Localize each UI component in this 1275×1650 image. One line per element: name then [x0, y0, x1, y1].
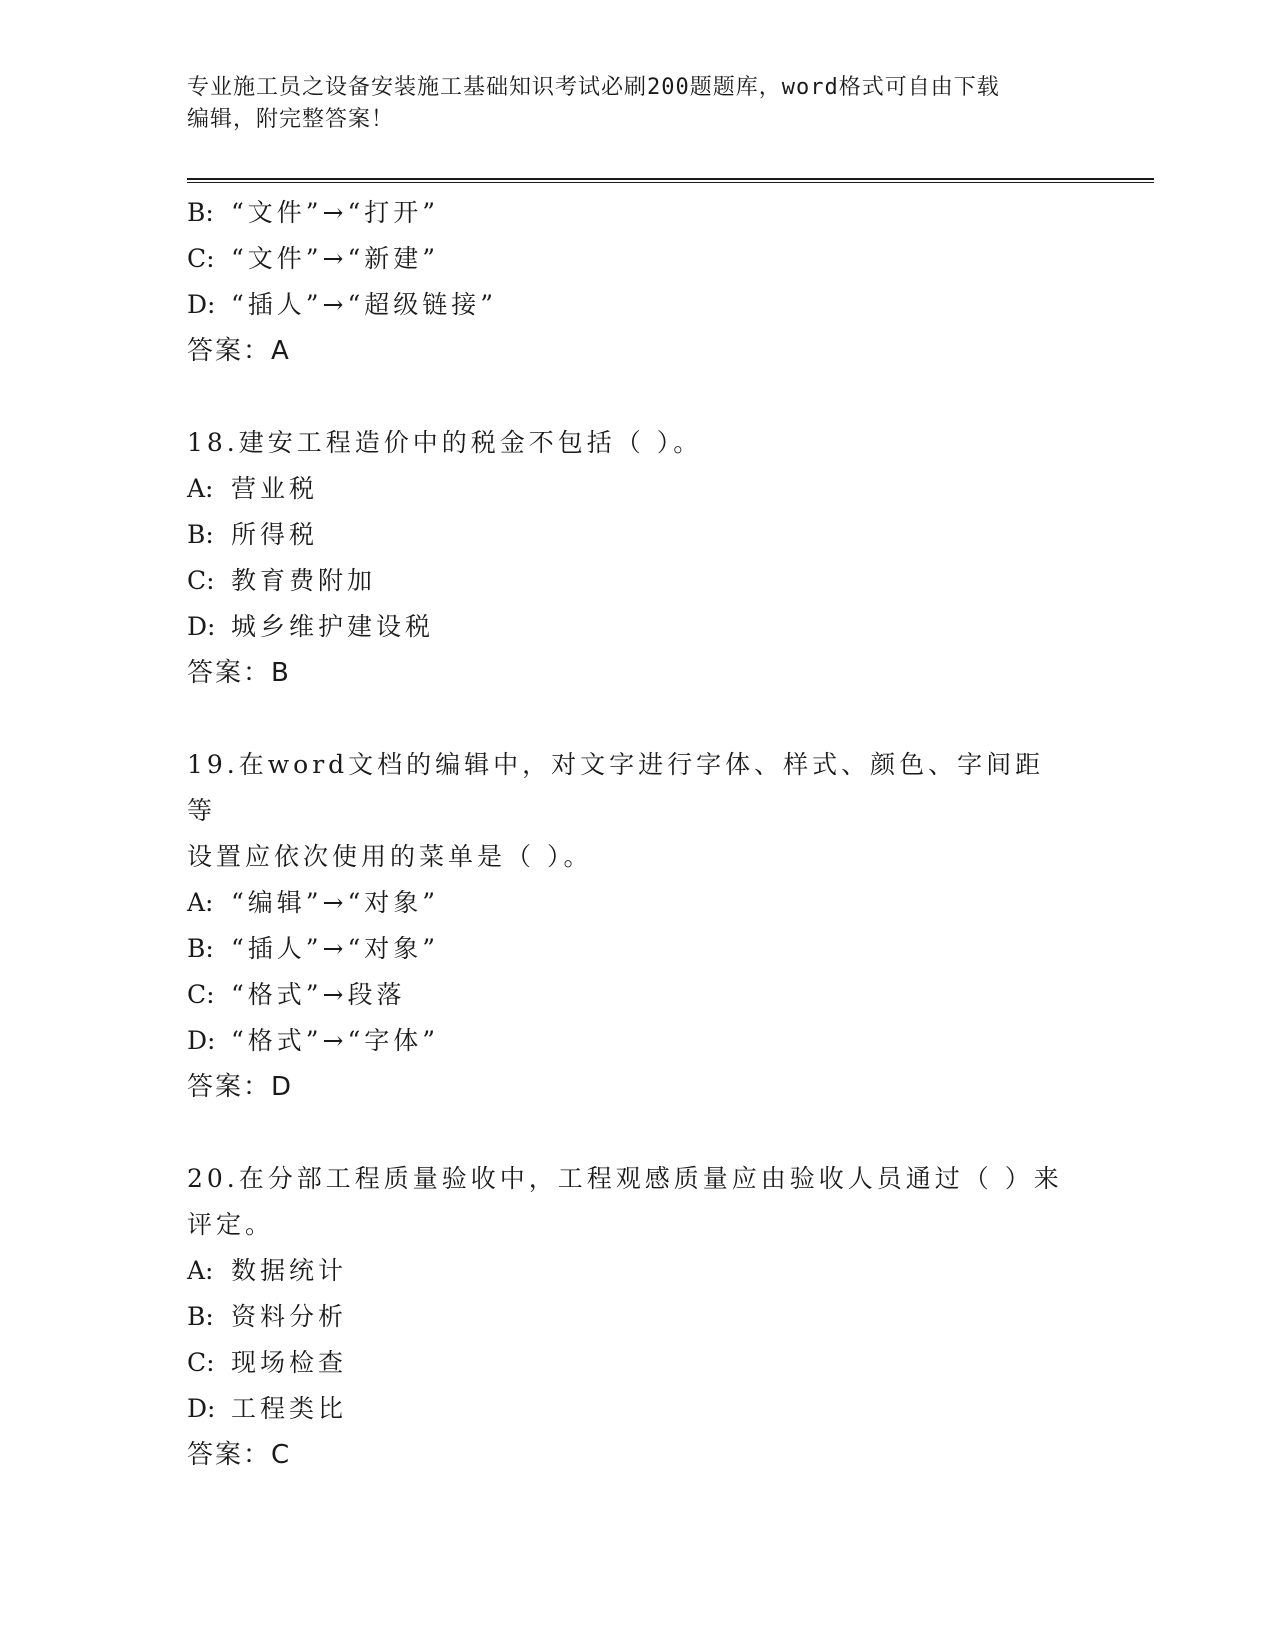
option-text: “编辑”→“对象” [231, 888, 440, 917]
question-stem-continued: 设置应依次使用的菜单是（ ）。 [187, 842, 593, 871]
answer-line: 答案：D [187, 1072, 294, 1102]
option-row [187, 972, 1067, 1018]
option-label: A: [187, 1256, 214, 1285]
spacer [187, 696, 1067, 742]
option-text: 现场检查 [231, 1348, 348, 1377]
option-row [187, 190, 1067, 236]
option-row [187, 558, 1067, 604]
option-label: D: [187, 1026, 216, 1055]
option-row [187, 466, 1067, 512]
question-block-17-continued [187, 190, 1067, 374]
question-stem-continued: 评定。 [187, 1210, 275, 1239]
document-header [187, 72, 1067, 136]
option-row [187, 1018, 1067, 1064]
option-text: “插人”→“对象” [231, 934, 440, 963]
header-title-line-2: 编辑，附完整答案！ [187, 107, 395, 132]
answer-line: 答案：A [187, 336, 291, 366]
header-divider-thin [187, 182, 1154, 183]
option-row [187, 1386, 1067, 1432]
option-label: C: [187, 980, 215, 1009]
option-row [187, 512, 1067, 558]
question-stem: 20.在分部工程质量验收中，工程观感质量应由验收人员通过（ ）来 [187, 1164, 1063, 1193]
question-block-18 [187, 420, 1067, 696]
question-block-20 [187, 1156, 1067, 1478]
option-row [187, 236, 1067, 282]
option-text: “格式”→“字体” [231, 1026, 440, 1055]
option-label: C: [187, 566, 215, 595]
option-row [187, 282, 1067, 328]
spacer [187, 374, 1067, 420]
option-row [187, 604, 1067, 650]
spacer [187, 1110, 1067, 1156]
option-label: D: [187, 612, 216, 641]
option-row [187, 1294, 1067, 1340]
option-row [187, 1248, 1067, 1294]
option-label: D: [187, 1394, 216, 1423]
option-label: D: [187, 290, 216, 319]
question-list [187, 190, 1067, 1478]
option-text: 数据统计 [231, 1256, 348, 1285]
option-label: C: [187, 244, 215, 273]
header-title-line-1: 专业施工员之设备安装施工基础知识考试必刷200题题库，word格式可自由下载 [187, 75, 1000, 100]
option-text: “文件”→“打开” [231, 198, 440, 227]
answer-line: 答案：C [187, 1440, 292, 1470]
option-text: 教育费附加 [231, 566, 377, 595]
option-label: A: [187, 474, 214, 503]
answer-line: 答案：B [187, 658, 291, 688]
option-label: C: [187, 1348, 215, 1377]
option-text: “文件”→“新建” [231, 244, 440, 273]
option-text: 营业税 [231, 474, 319, 503]
option-label: B: [187, 198, 214, 227]
option-text: “插人”→“超级链接” [231, 290, 498, 319]
question-block-19 [187, 742, 1067, 1110]
option-label: B: [187, 934, 214, 963]
question-stem: 19.在word文档的编辑中，对文字进行字体、样式、颜色、字间距等 [187, 750, 1045, 825]
option-row [187, 880, 1067, 926]
option-label: B: [187, 1302, 214, 1331]
option-row [187, 926, 1067, 972]
header-divider-thick [187, 178, 1154, 180]
option-text: “格式”→段落 [231, 980, 406, 1009]
option-row [187, 1340, 1067, 1386]
option-label: B: [187, 520, 214, 549]
option-text: 资料分析 [231, 1302, 348, 1331]
option-label: A: [187, 888, 214, 917]
option-text: 城乡维护建设税 [231, 612, 435, 641]
question-stem: 18.建安工程造价中的税金不包括（ ）。 [187, 428, 703, 457]
option-text: 所得税 [231, 520, 319, 549]
option-text: 工程类比 [231, 1394, 348, 1423]
